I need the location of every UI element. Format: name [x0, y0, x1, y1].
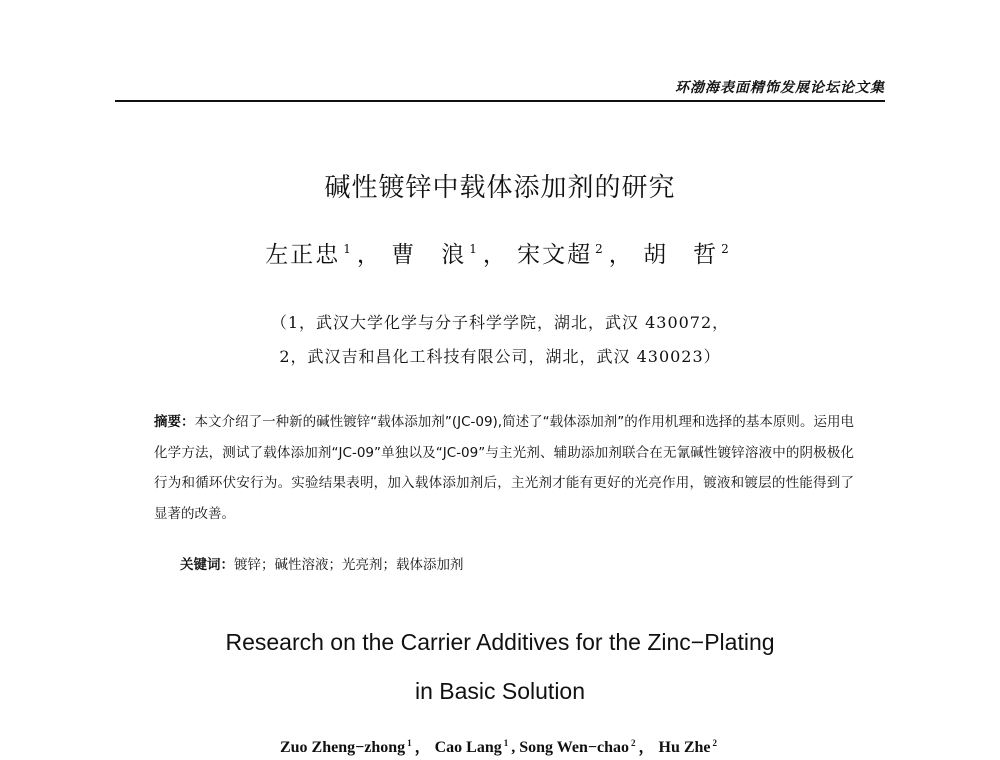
author-name: 左正忠 [265, 242, 341, 268]
author-affiliation-mark: 1 [407, 737, 412, 748]
author-affiliation-mark: 1 [343, 242, 353, 257]
author-affiliation-mark: 2 [712, 737, 718, 748]
keywords-text: 镀锌；碱性溶液；光亮剂；载体添加剂 [234, 557, 464, 573]
running-head: 环渤海表面精饰发展论坛论文集 [675, 80, 885, 96]
header-rule [115, 100, 885, 102]
author-affiliation-mark: 1 [503, 737, 509, 748]
author-name: 曹 浪 [391, 242, 467, 268]
author-separator: ， [482, 242, 508, 268]
author-name: 胡 哲 [643, 242, 719, 268]
author-affiliation-mark: 2 [721, 242, 731, 257]
affiliation-line: （1，武汉大学化学与分子科学学院，湖北，武汉 430072， [270, 313, 730, 332]
author-separator: ， [608, 242, 634, 268]
author-separator: ， [638, 739, 655, 756]
author-name: Hu Zhe [658, 739, 711, 756]
keywords-label: 关键词： [180, 557, 234, 573]
author-affiliation-mark: 1 [469, 242, 479, 257]
author-name: Zuo Zheng−zhong [279, 739, 406, 756]
abstract-block [154, 407, 854, 529]
abstract-label: 摘要： [154, 414, 195, 430]
author-separator: ， [414, 739, 431, 756]
author-name: 宋文超 [517, 242, 593, 268]
author-separator: , [511, 739, 516, 756]
title-english-line-2: in Basic Solution [414, 678, 586, 704]
authors-chinese [0, 236, 1000, 269]
authors-english [0, 734, 1000, 757]
abstract-text: 本文介绍了一种新的碱性镀锌“载体添加剂”(JC-09),简述了“载体添加剂”的作用机理和选择的基本原则。运用电化学方法，测试了载体添加剂“JC-09”单独以及“JC-09”与主光剂、辅助添加剂联合在无氰碱性镀锌溶液中的阴极极化行为和循环伏安行为。实验结果表明，加入载体添加剂后，主光剂才能有更好的光亮作用，镀液和镀层的性能得到了显著的改善。 [154, 414, 854, 522]
author-affiliation-mark: 2 [595, 242, 605, 257]
author-name: Song Wen−chao [519, 739, 629, 756]
author-separator: ， [356, 242, 382, 268]
affiliation-line: 2，武汉吉和昌化工科技有限公司，湖北，武汉 430023） [279, 347, 721, 366]
keywords-block [180, 553, 464, 573]
author-affiliation-mark: 2 [631, 737, 636, 748]
title-english-line-1: Research on the Carrier Additives for the Zinc−Plating [225, 629, 775, 655]
author-name: Cao Lang [434, 739, 502, 756]
title-chinese: 碱性镀锌中载体添加剂的研究 [324, 173, 676, 203]
